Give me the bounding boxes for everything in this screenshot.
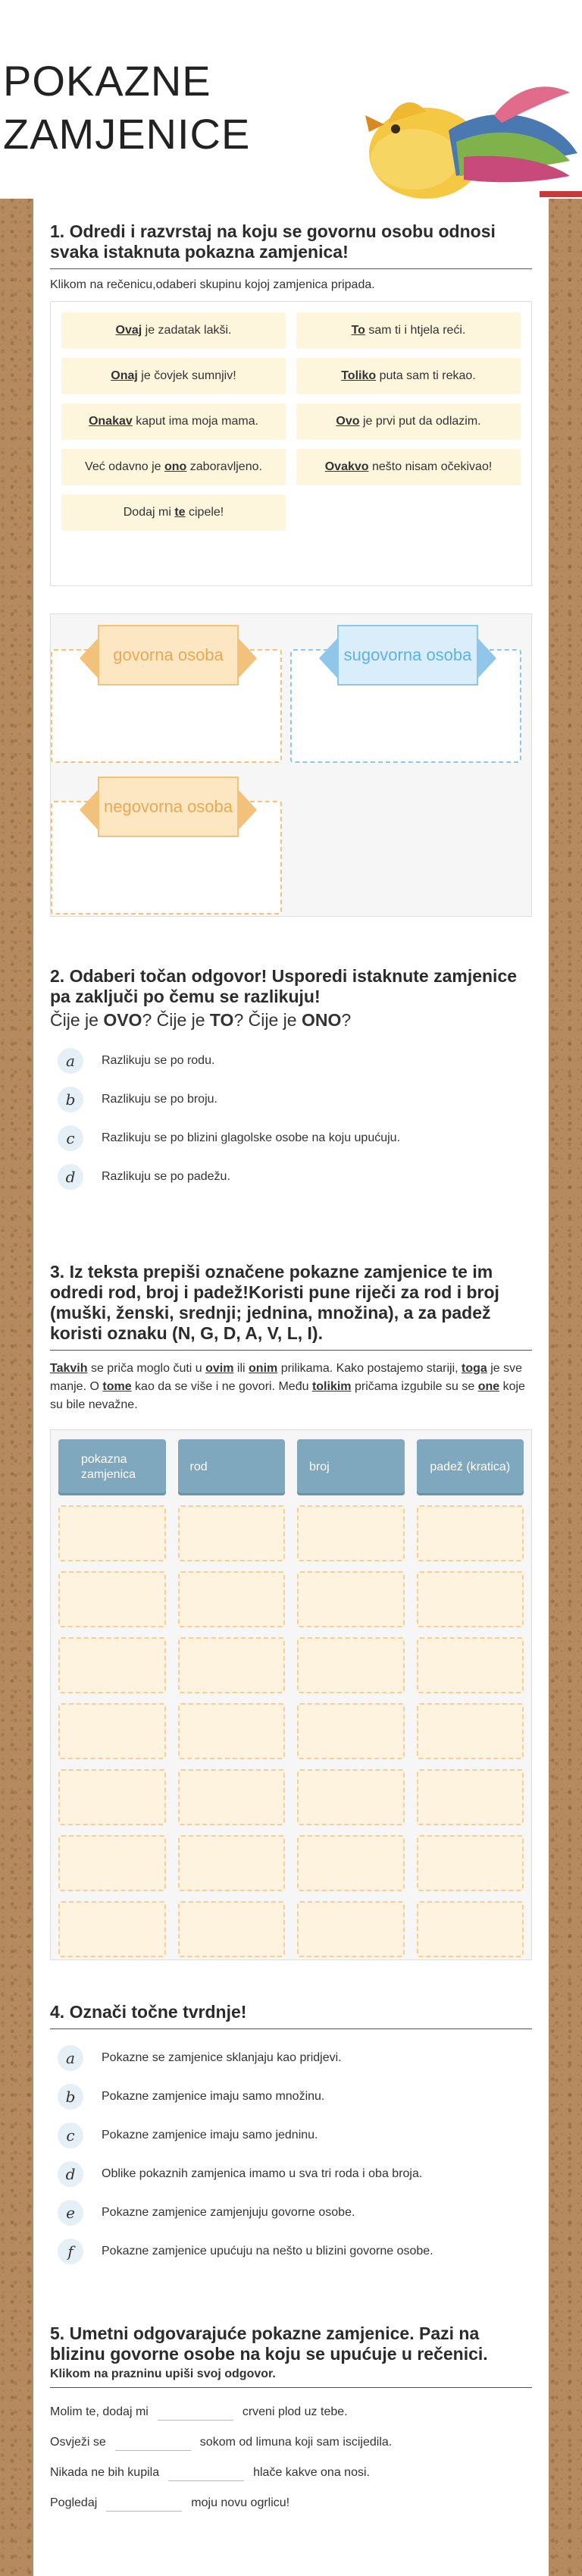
option-letter: c: [58, 2123, 83, 2148]
pronoun-chip[interactable]: Već odavno je ono zaboravljeno.: [61, 449, 286, 485]
fill-sentence: Osvježi se sokom od limuna koji sam iscijedila.: [50, 2427, 532, 2458]
answer-option-b[interactable]: b Razlikuju se po broju.: [50, 1080, 532, 1119]
answer-drop-cell[interactable]: [178, 1835, 286, 1891]
fill-sentence: Nikada ne bih kupila hlače kakve ona nosi.: [50, 2458, 532, 2488]
answer-drop-cell[interactable]: [297, 1703, 405, 1759]
table-header-rod: rod: [178, 1439, 286, 1495]
answer-drop-cell[interactable]: [297, 1571, 405, 1627]
option-letter: b: [58, 1087, 83, 1112]
question-3-card: [33, 1207, 549, 1973]
answer-option-e[interactable]: e Pokazne zamjenice zamjenjuju govorne osobe.: [50, 2193, 532, 2232]
dropzone-negovorna-osoba[interactable]: [51, 797, 282, 915]
question-4-card: [33, 1973, 549, 2278]
table-header-broj: broj: [297, 1439, 405, 1495]
answer-blank-input[interactable]: [115, 2434, 191, 2451]
answer-drop-cell[interactable]: [297, 1835, 405, 1891]
answer-option-c[interactable]: c Razlikuju se po blizini glagolske osobe na koju upućuju.: [50, 1119, 532, 1157]
page-header: [0, 0, 582, 199]
pronoun-chip[interactable]: To sam ti i htjela reći.: [296, 312, 521, 349]
answer-drop-cell[interactable]: [58, 1835, 166, 1891]
dropzone-govorna-osoba[interactable]: [51, 645, 282, 763]
answer-drop-cell[interactable]: [417, 1571, 524, 1627]
answer-drop-cell[interactable]: [58, 1505, 166, 1561]
question-2-card: [33, 957, 549, 1207]
question-1-title: 1. Odredi i razvrstaj na koju se govornu osobu odnosi svaka istaknuta pokazna zamjenica!: [50, 221, 532, 269]
pronoun-chip[interactable]: Ovakvo nešto nisam očekivao!: [296, 449, 521, 485]
answer-drop-cell[interactable]: [417, 1505, 524, 1561]
question-1-instruction: Klikom na rečenicu,odaberi skupinu kojoj zamjenica pripada.: [50, 278, 375, 291]
answer-option-b[interactable]: b Pokazne zamjenice imaju samo množinu.: [50, 2077, 532, 2116]
option-letter: a: [58, 1048, 83, 1074]
answer-blank-input[interactable]: [106, 2495, 182, 2512]
pronoun-chip[interactable]: Onaj je čovjek sumnjiv!: [61, 358, 286, 394]
pronoun-chip[interactable]: Dodaj mi te cipele!: [61, 494, 286, 531]
option-letter: a: [58, 2045, 83, 2071]
answer-drop-cell[interactable]: [417, 1637, 524, 1693]
dropzone-sugovorna-osoba[interactable]: [290, 645, 521, 763]
answer-drop-cell[interactable]: [297, 1769, 405, 1825]
answer-drop-cell[interactable]: [178, 1703, 286, 1759]
answer-drop-cell[interactable]: [178, 1769, 286, 1825]
question-5-card: [33, 2278, 549, 2576]
answer-drop-cell[interactable]: [178, 1505, 286, 1561]
option-letter: d: [58, 1164, 83, 1190]
answer-drop-cell[interactable]: [178, 1571, 286, 1627]
zone-label: negovorna osoba: [98, 777, 239, 837]
answer-blank-input[interactable]: [158, 2404, 233, 2421]
zone-label: sugovorna osoba: [337, 625, 478, 686]
answer-option-a[interactable]: a Razlikuju se po rodu.: [50, 1041, 532, 1080]
answer-drop-cell[interactable]: [178, 1637, 286, 1693]
pronoun-chip[interactable]: Onakav kaput ima moja mama.: [61, 403, 286, 440]
option-letter: d: [58, 2161, 83, 2187]
fill-sentence: Molim te, dodaj mi crveni plod uz tebe.: [50, 2397, 532, 2427]
answer-option-f[interactable]: f Pokazne zamjenice upućuju na nešto u blizini govorne osobe.: [50, 2232, 532, 2270]
page-title: POKAZNE ZAMJENICE: [3, 57, 251, 158]
answer-drop-cell[interactable]: [58, 1571, 166, 1627]
option-letter: c: [58, 1125, 83, 1151]
pronoun-chip-list: [50, 301, 532, 586]
answer-drop-cell[interactable]: [58, 1703, 166, 1759]
question-3-passage: Takvih se priča moglo čuti u ovim ili onim prilikama. Kako postajemo stariji, toga je sve manje. O tome kao da se više i ne govori. Među tolikim pričama izgubile su se one koje su bile nevažne.: [50, 1362, 525, 1411]
zone-label: govorna osoba: [98, 625, 239, 686]
option-letter: f: [58, 2239, 83, 2264]
answer-drop-cell[interactable]: [297, 1637, 405, 1693]
answer-drop-cell[interactable]: [58, 1901, 166, 1957]
bird-illustration: [343, 70, 582, 206]
dropzone-area: [50, 613, 532, 917]
option-letter: e: [58, 2200, 83, 2226]
table-header-zamjenica: pokazna zamjenica: [58, 1439, 166, 1495]
option-letter: b: [58, 2084, 83, 2110]
answer-option-d[interactable]: d Oblike pokaznih zamjenica imamo u sva tri roda i oba broja.: [50, 2154, 532, 2193]
answer-drop-cell[interactable]: [417, 1901, 524, 1957]
fill-sentence: Pogledaj moju novu ogrlicu!: [50, 2488, 532, 2518]
answer-blank-input[interactable]: [168, 2465, 244, 2481]
answer-drop-cell[interactable]: [297, 1505, 405, 1561]
question-2-subquestion: Čije je OVO? Čije je TO? Čije je ONO?: [50, 1010, 352, 1030]
question-4-title: 4. Označi točne tvrdnje!: [50, 2002, 532, 2029]
answer-drop-cell[interactable]: [417, 1835, 524, 1891]
answer-drop-cell[interactable]: [417, 1769, 524, 1825]
answer-drop-cell[interactable]: [297, 1901, 405, 1957]
question-5-instruction: Klikom na prazninu upiši svoj odgovor.: [50, 2367, 532, 2388]
table-header-padez: padež (kratica): [417, 1439, 524, 1495]
answer-drop-cell[interactable]: [417, 1703, 524, 1759]
answer-option-c[interactable]: c Pokazne zamjenice imaju samo jedninu.: [50, 2116, 532, 2154]
answer-drop-cell[interactable]: [58, 1637, 166, 1693]
pronoun-chip[interactable]: Ovaj je zadatak lakši.: [61, 312, 286, 349]
answer-drop-cell[interactable]: [58, 1769, 166, 1825]
answer-table: [50, 1429, 532, 1960]
answer-drop-cell[interactable]: [178, 1901, 286, 1957]
pronoun-chip[interactable]: Ovo je prvi put da odlazim.: [296, 403, 521, 440]
answer-option-a[interactable]: a Pokazne se zamjenice sklanjaju kao pridjevi.: [50, 2038, 532, 2077]
question-2-title: 2. Odaberi točan odgovor! Usporedi istaknute zamjenice pa zaključi po čemu se razlikuju!: [50, 966, 518, 1006]
question-5-title: 5. Umetni odgovarajuće pokazne zamjenice. Pazi na blizinu govorne osobe na koju se upućuje u rečenici.: [50, 2323, 488, 2364]
question-1-card: [33, 199, 549, 957]
question-3-title: 3. Iz teksta prepiši označene pokazne zamjenice te im odredi rod, broj i padež!Koristi pune riječi za rod i broj (muški, ženski, srednji; jednina, množina), a za padež koristi oznaku (N, G, D, A, V, L, I).: [50, 1262, 532, 1351]
pronoun-chip[interactable]: Toliko puta sam ti rekao.: [296, 358, 521, 394]
answer-option-d[interactable]: d Razlikuju se po padežu.: [50, 1157, 532, 1196]
